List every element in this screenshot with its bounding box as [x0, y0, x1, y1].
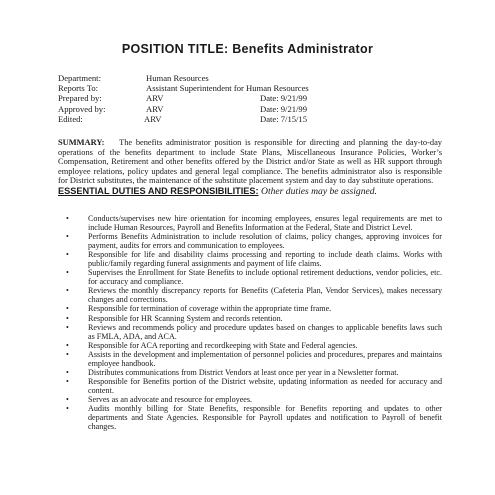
bullet-icon: • [66, 250, 69, 260]
bullet-icon: • [66, 394, 69, 404]
bullet-icon: • [66, 313, 69, 323]
duties-list [66, 214, 442, 431]
summary-text: The benefits administrator position is responsible for directing and planning the day-to-day operations of the benefits department to include State Plans, Miscellaneous Insurance Policies, Worker’s Compensation, Retirement and other benefits offered by the District and/or State as well as HR support through employee relations, policy updates and general legal compliance. The benefits administrator also is responsible for District substitutes, the maintenance of the substitute placement system and day to day substitute operations. [58, 138, 442, 186]
bullet-icon: • [66, 268, 69, 278]
list-item: • Performs Benefits Administration to include resolution of claims, policy changes, approving invoices for payment, audits for errors and communication to employees. [66, 232, 442, 251]
bullet-icon: • [66, 367, 69, 377]
meta-label: Approved by: [58, 103, 106, 114]
list-item: • Distributes communications from District Vendors at least once per year in a Newsletter format. [66, 367, 399, 377]
summary-label: SUMMARY: [58, 138, 105, 147]
meta-label: Prepared by: [58, 93, 102, 104]
meta-value: Assistant Superintendent for Human Resources [146, 83, 309, 94]
list-item: • Reviews the monthly discrepancy reports for Benefits (Cafeteria Plan, Vendor Services), makes necessary changes and corrections. [66, 286, 442, 305]
bullet-icon: • [66, 232, 69, 242]
summary-paragraph [58, 138, 442, 186]
meta-value: ARV [144, 113, 162, 124]
bullet-icon: • [66, 349, 69, 359]
bullet-icon: • [66, 403, 69, 413]
bullet-icon: • [66, 286, 69, 296]
list-item: • Responsible for Benefits portion of the District website, updating information as needed for accuracy and content. [66, 376, 442, 395]
duties-note: Other duties may be assigned. [261, 186, 377, 197]
list-item: • Responsible for HR Scanning System and records retention. [66, 313, 283, 323]
position-title: POSITION TITLE: Benefits Administrator [121, 42, 374, 56]
duties-heading-text: ESSENTIAL DUTIES AND RESPONSIBILITIES: [58, 186, 259, 196]
bullet-icon: • [66, 322, 69, 332]
list-item: • Reviews and recommends policy and procedure updates based on changes to applicable benefits laws such as FMLA, ADA, and ACA. [66, 322, 442, 341]
meta-label: Edited: [58, 113, 83, 124]
list-item: • Assists in the development and implementation of personnel policies and procedures, prepares and maintains employee handbook. [66, 349, 442, 368]
meta-date: Date: 7/15/15 [260, 113, 308, 124]
meta-date: Date: 9/21/99 [260, 103, 308, 114]
meta-label: Department: [58, 73, 101, 83]
bullet-icon: • [66, 304, 69, 314]
list-item: • Conducts/supervises new hire orientation for incoming employees, ensures legal requirements are met to include Human Resources, Payroll and Benefits Information at the Federal, State and District Level. [66, 214, 442, 233]
list-item: • Supervises the Enrollment for State Benefits to include optional retirement deductions, vendor policies, etc. for accuracy and compliance. [66, 268, 442, 287]
meta-date: Date: 9/21/99 [260, 93, 308, 104]
bullet-icon: • [66, 340, 69, 350]
duties-heading [58, 186, 448, 197]
list-item: • Responsible for life and disability claims processing and reporting to include death claims. Works with public/family regarding funeral assignments and payment of life claims. [66, 250, 442, 269]
list-item: • Responsible for termination of coverage within the appropriate time frame. [66, 304, 332, 314]
meta-value: ARV [146, 103, 164, 114]
list-item: • Audits monthly billing for State Benefits, responsible for Benefits reporting and updates to other departments and State Agencies. Responsible for Payroll updates and notification to Payroll of benefit changes. [66, 403, 442, 432]
list-item: • Responsible for ACA reporting and recordkeeping with State and Federal agencies. [66, 340, 358, 350]
list-item: • Serves as an advocate and resource for employees. [66, 394, 253, 404]
meta-value: Human Resources [146, 73, 209, 83]
meta-value: ARV [146, 93, 164, 104]
meta-label: Reports To: [58, 83, 99, 94]
bullet-icon: • [66, 376, 69, 386]
bullet-icon: • [66, 214, 69, 223]
